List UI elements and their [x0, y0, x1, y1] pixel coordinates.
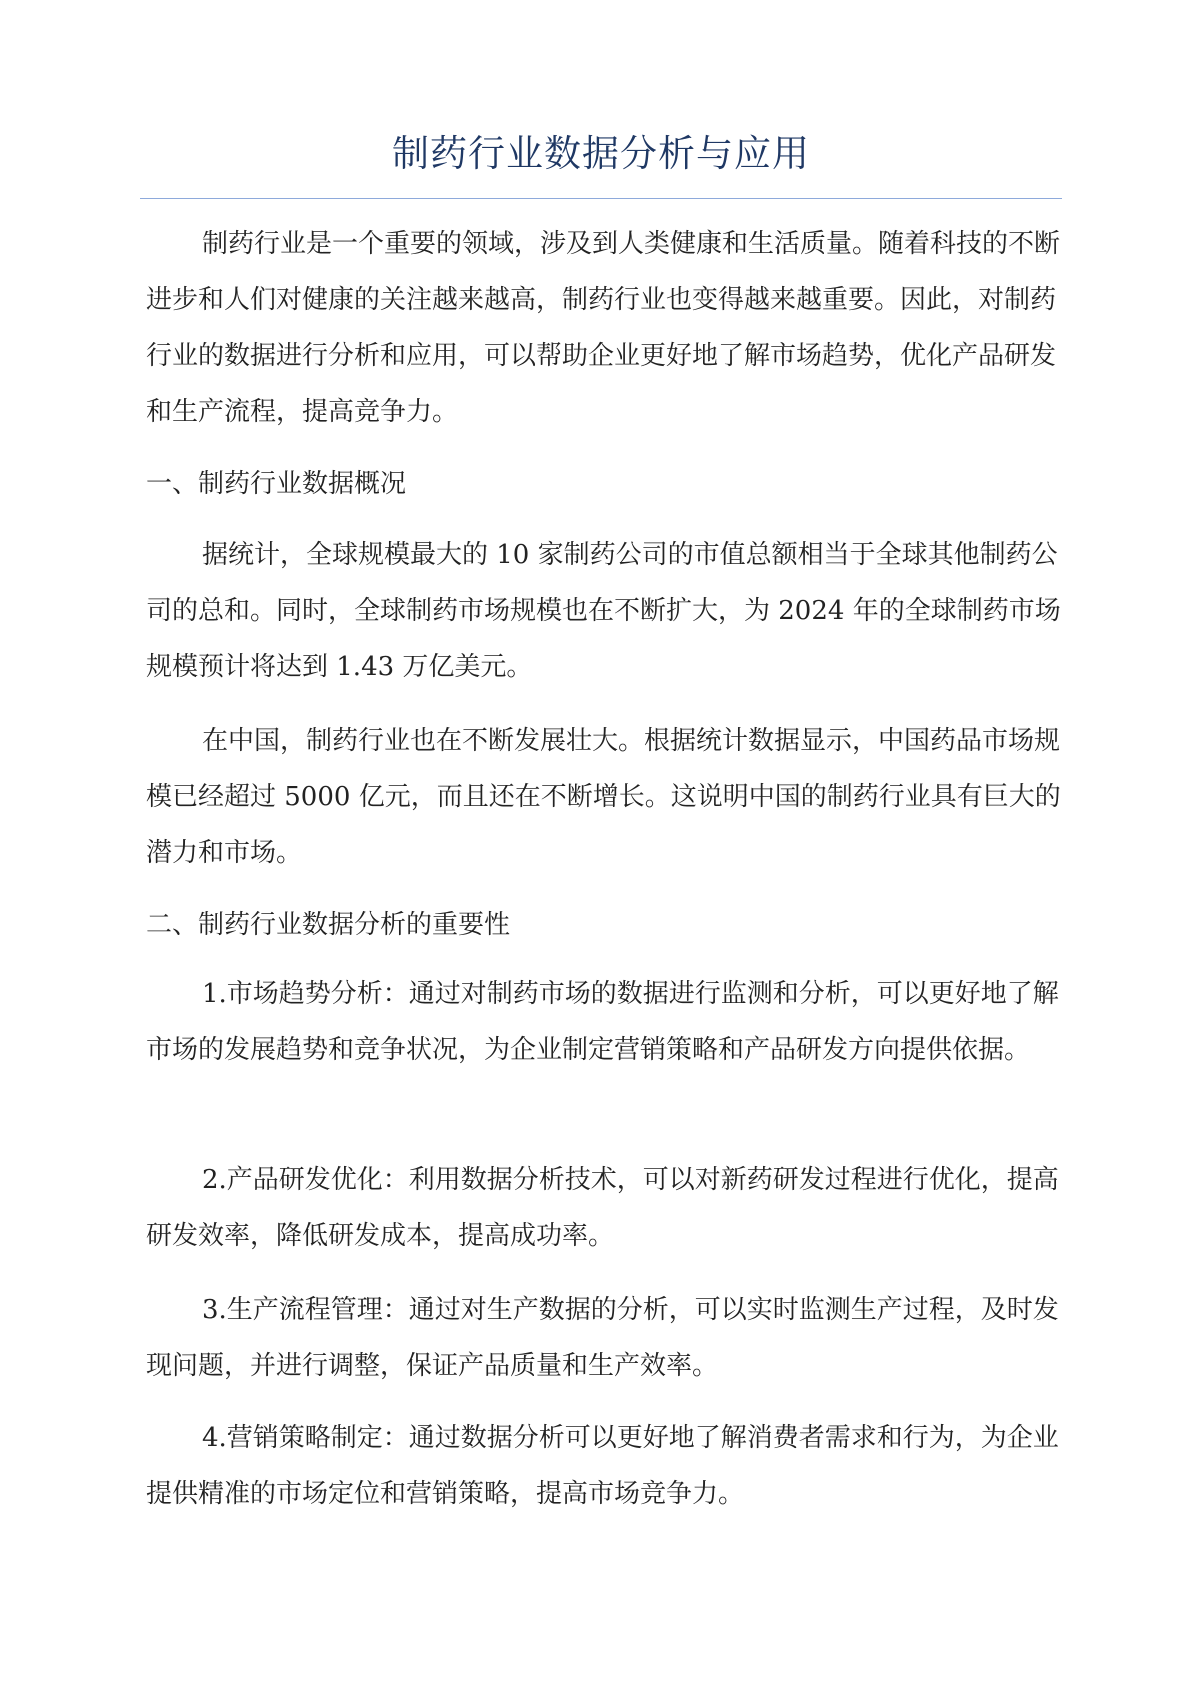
paragraph-global-stats: 据统计，全球规模最大的 10 家制药公司的市值总额相当于全球其他制药公司的总和。同时，全球制药市场规模也在不断扩大，为 2024 年的全球制药市场规模预计将达到 1.43 万亿美元。 [146, 540, 1061, 682]
paragraph-china-stats: 在中国，制药行业也在不断发展壮大。根据统计数据显示，中国药品市场规模已经超过 5000 亿元，而且还在不断增长。这说明中国的制药行业具有巨大的潜力和市场。 [146, 726, 1061, 868]
list-item-production-management: 3.生产流程管理：通过对生产数据的分析，可以实时监测生产过程，及时发现问题，并进行调整，保证产品质量和生产效率。 [146, 1295, 1059, 1381]
list-item-marketing-strategy: 4.营销策略制定：通过数据分析可以更好地了解消费者需求和行为，为企业提供精准的市场定位和营销策略，提高市场竞争力。 [146, 1423, 1059, 1509]
section-heading-importance: 二、制药行业数据分析的重要性 [146, 910, 511, 940]
list-item-rnd-optimization: 2.产品研发优化：利用数据分析技术，可以对新药研发过程进行优化，提高研发效率，降低研发成本，提高成功率。 [146, 1165, 1059, 1251]
list-item-market-trend: 1.市场趋势分析：通过对制药市场的数据进行监测和分析，可以更好地了解市场的发展趋势和竞争状况，为企业制定营销策略和产品研发方向提供依据。 [146, 979, 1059, 1065]
section-heading-overview: 一、制药行业数据概况 [146, 469, 407, 499]
title-divider [140, 198, 1062, 199]
intro-paragraph: 制药行业是一个重要的领域，涉及到人类健康和生活质量。随着科技的不断进步和人们对健康的关注越来越高，制药行业也变得越来越重要。因此，对制药行业的数据进行分析和应用，可以帮助企业更好地了解市场趋势，优化产品研发和生产流程，提高竞争力。 [146, 229, 1061, 427]
document-title: 制药行业数据分析与应用 [392, 132, 810, 175]
